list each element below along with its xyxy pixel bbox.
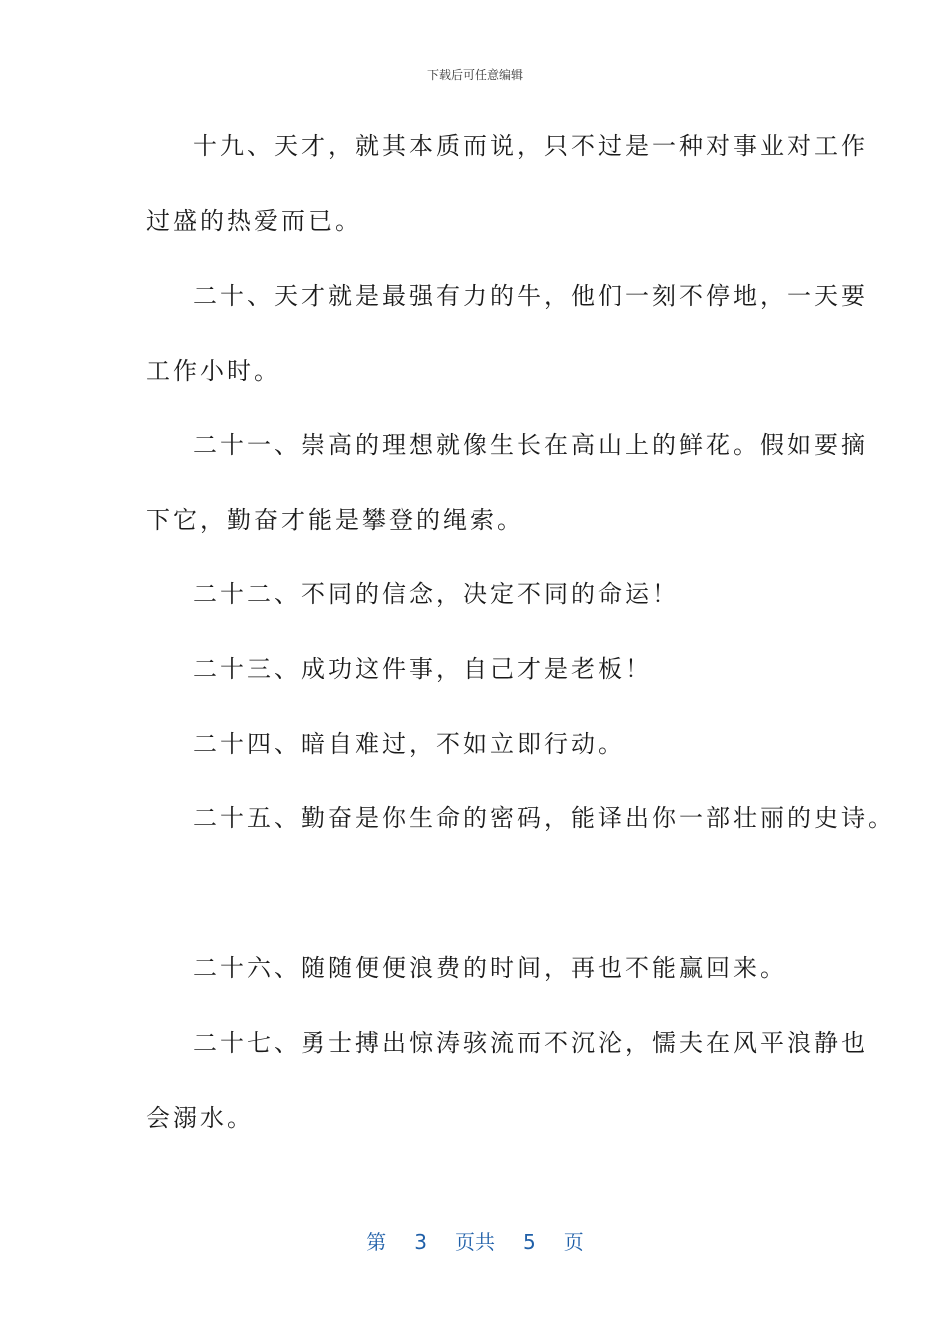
paragraph-25: 二十五、勤奋是你生命的密码，能译出你一部壮丽的史诗。 (193, 804, 895, 832)
paragraph-19-line-2: 过盛的热爱而已。 (146, 207, 362, 235)
paragraph-19-line-1: 十九、天才，就其本质而说，只不过是一种对事业对工作 (193, 132, 868, 160)
paragraph-24: 二十四、暗自难过，不如立即行动。 (193, 730, 625, 758)
footer-page-prefix: 第 (366, 1230, 387, 1254)
paragraph-20-line-2: 工作小时。 (146, 357, 281, 385)
paragraph-27-line-1: 二十七、勇士搏出惊涛骇流而不沉沦，懦夫在风平浪静也 (193, 1029, 868, 1057)
footer-page-suffix: 页 (563, 1230, 584, 1254)
footer-page-total: 5 (523, 1230, 536, 1254)
paragraph-27-line-2: 会溺水。 (146, 1104, 254, 1132)
paragraph-23: 二十三、成功这件事，自己才是老板！ (193, 655, 652, 683)
paragraph-21-line-1: 二十一、崇高的理想就像生长在高山上的鲜花。假如要摘 (193, 431, 868, 459)
page-header: 下载后可任意编辑 (426, 68, 523, 82)
paragraph-21-line-2: 下它，勤奋才能是攀登的绳索。 (146, 506, 524, 534)
footer-page-current: 3 (414, 1230, 427, 1254)
footer-page-middle: 页共 (455, 1230, 495, 1254)
paragraph-26: 二十六、随随便便浪费的时间，再也不能赢回来。 (193, 954, 787, 982)
paragraph-22: 二十二、不同的信念，决定不同的命运！ (193, 580, 679, 608)
page-footer (0, 1226, 950, 1255)
paragraph-20-line-1: 二十、天才就是最强有力的牛，他们一刻不停地，一天要 (193, 282, 868, 310)
